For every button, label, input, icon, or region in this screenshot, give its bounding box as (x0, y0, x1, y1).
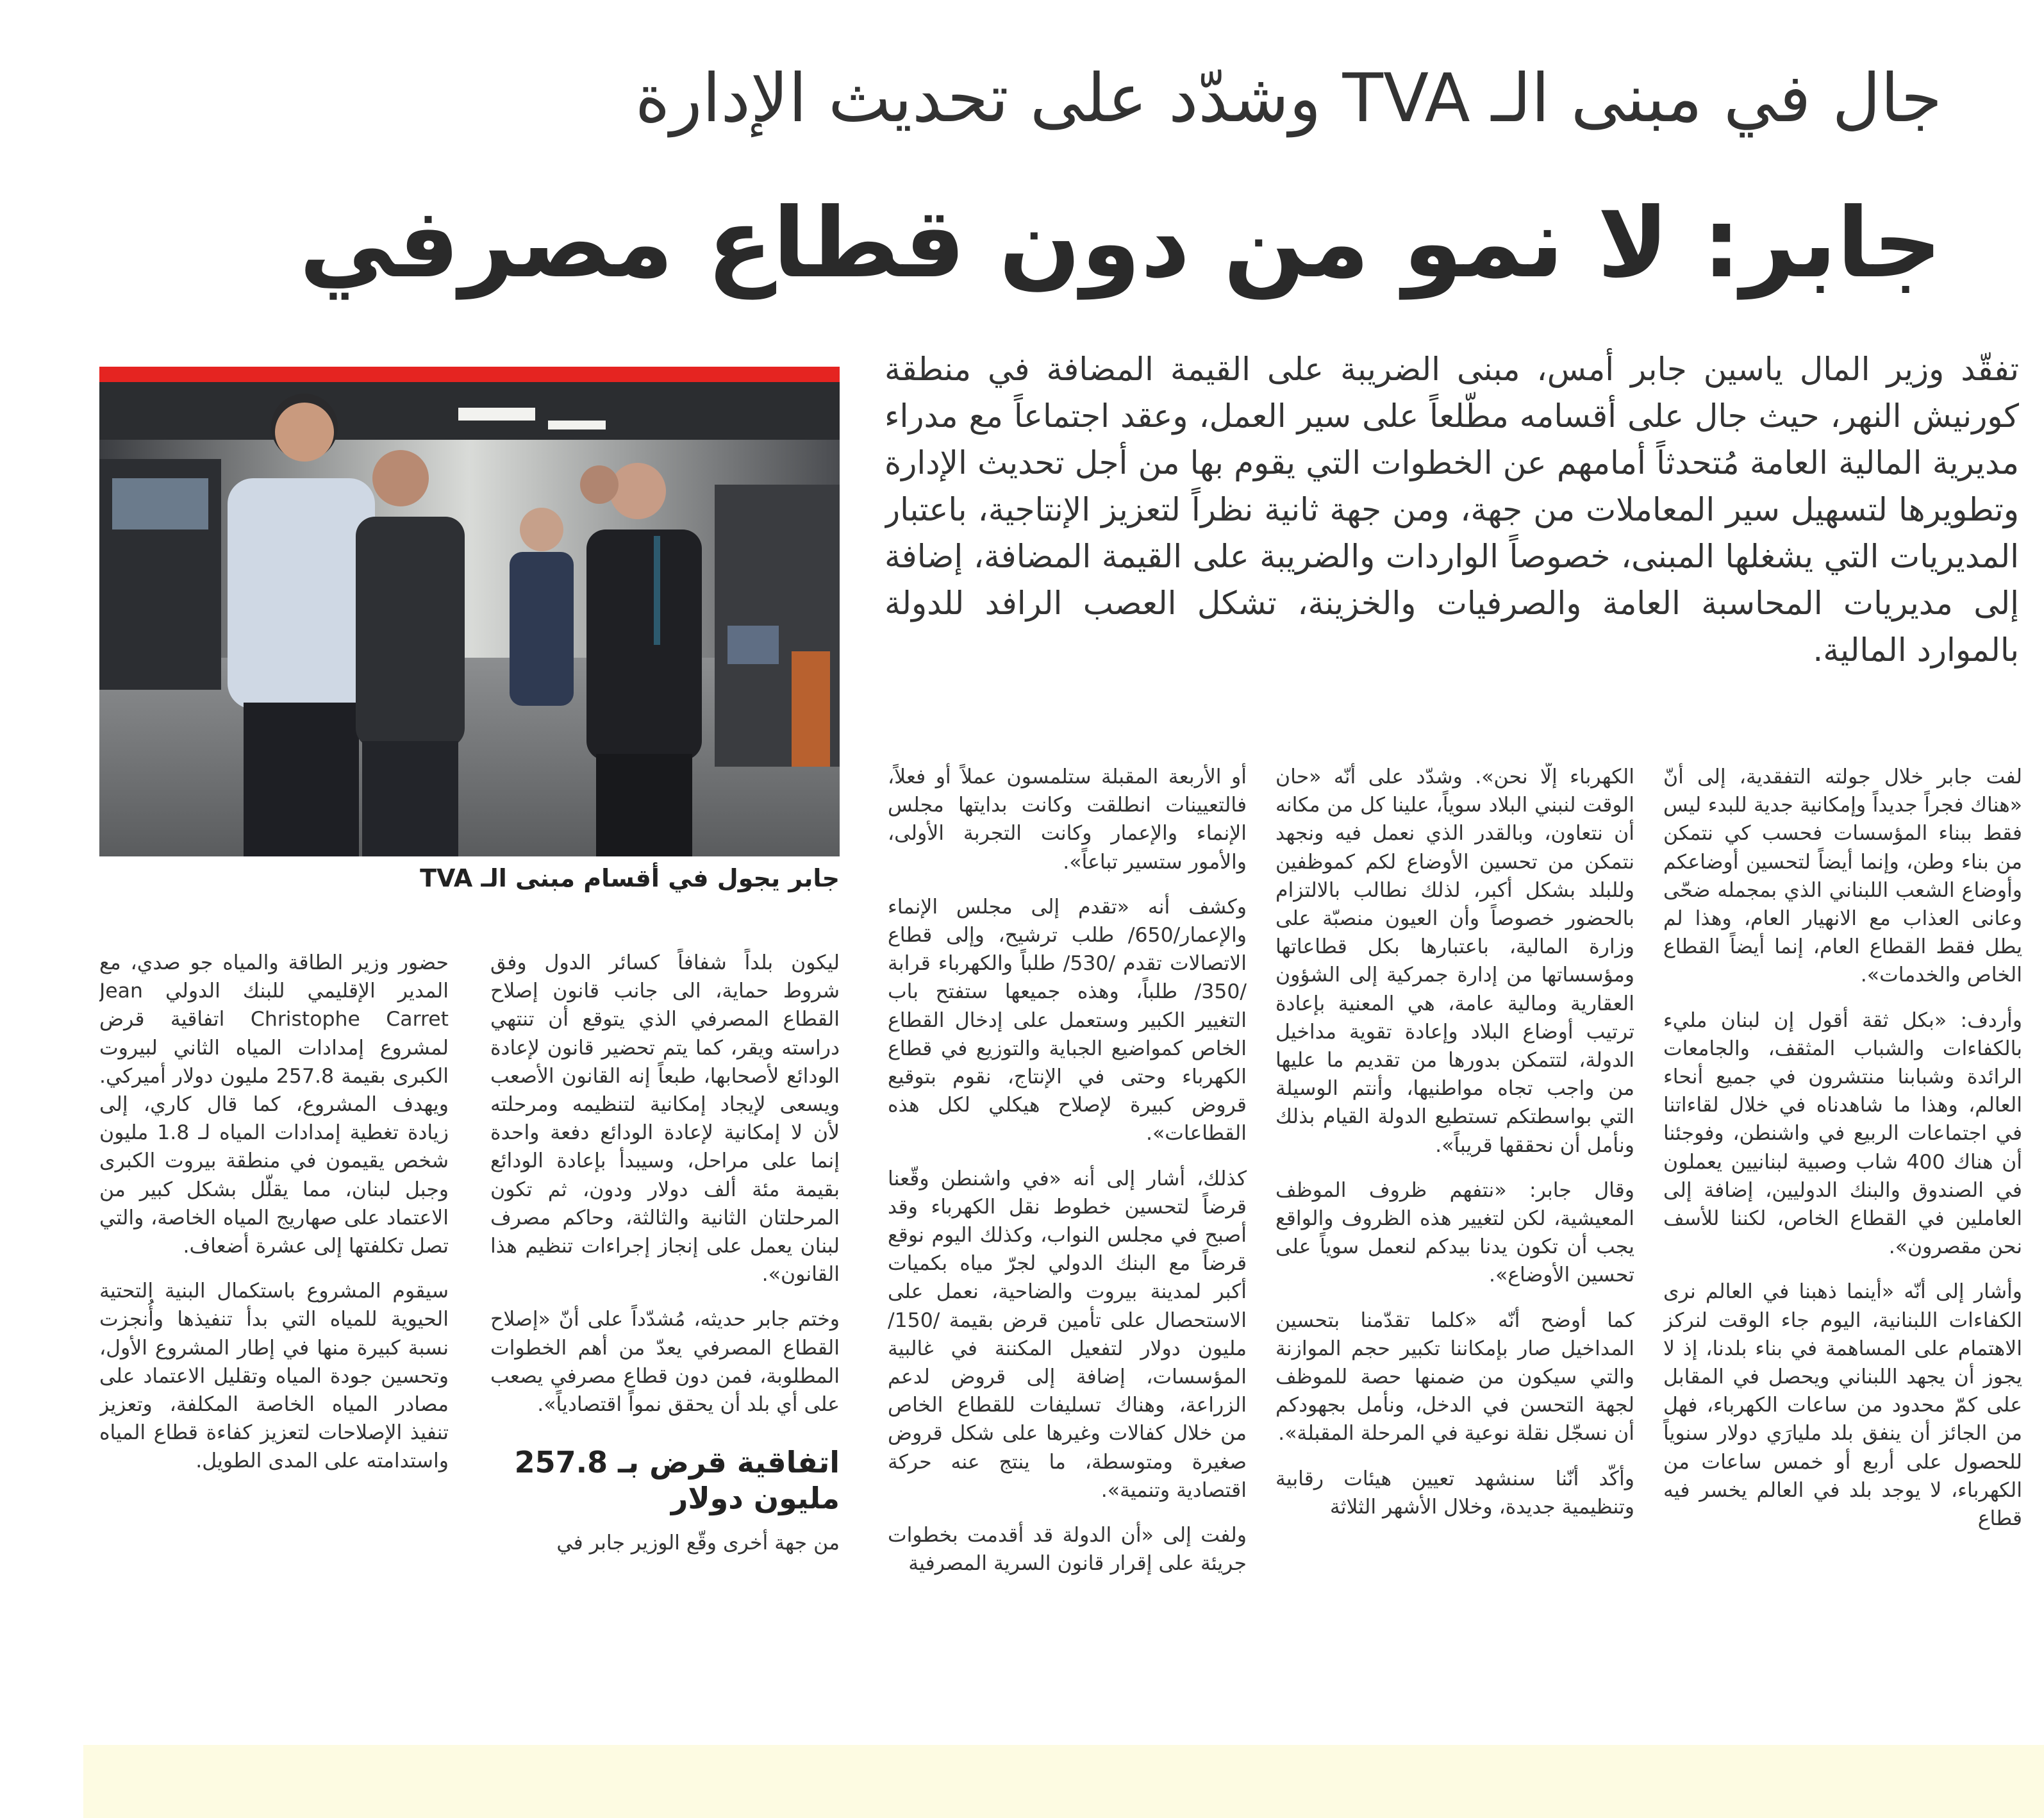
article-headline: جابر: لا نمو من دون قطاع مصرفي (299, 188, 1942, 299)
photo-caption: جابر يجول في أقسام مبنى الـ TVA (420, 864, 840, 892)
article-column-3 (888, 763, 1247, 1705)
paragraph: وأردف: «بكل ثقة أقول إن لبنان مليء بالكفاءات والشباب المثقف، والجامعات الرائدة وشبابنا منتشرون في جميع أنحاء العالم، وهذا ما شاهدناه في خلال لقاءاتنا في اجتماعات الربيع في واشنطن، وفوجئنا أن هناك 400 شاب وصبية لبنانيين يعملون في الصندوق والبنك الدوليين، إضافة إلى العاملين في القطاع الخاص، لكننا للأسف نحن مقصرون». (1663, 1008, 2022, 1259)
article-column-4 (490, 949, 840, 1705)
paragraph: وختم جابر حديثه، مُشدّداً على أنّ «إصلاح القطاع المصرفي يعدّ من أهم الخطوات المطلوبة، فمن دون قطاع مصرفي يصعب على أي بلد أن يحقق نمواً اقتصادياً». (490, 1308, 840, 1417)
paragraph: وقال جابر: «نتفهم ظروف الموظف المعيشية، لكن لتغيير هذه الظروف والواقع يجب أن تكون يدنا بيدكم لنعمل سوياً على تحسين الأوضاع». (1275, 1178, 1634, 1287)
article-lead: تفقّد وزير المال ياسين جابر أمس، مبنى الضريبة على القيمة المضافة في منطقة كورنيش النهر، حيث جال على أقسامه مطّلعاً على سير العمل، وعقد اجتماعاً مع مدراء مديرية المالية العامة مُتحدثاً أمامهم عن الخطوات التي يقوم بها من أجل تحديث الإدارة وتطويرها لتسهيل سير المعاملات من جهة، ومن جهة ثانية نظراً لتعزيز الإنتاجية، باعتبار المديريات التي يشغلها المبنى، خصوصاً الواردات والضريبة على القيمة المضافة، إضافة إلى مديريات المحاسبة العامة والصرفيات والخزينة، تشكل العصب الرافد للدولة بالموارد المالية. (885, 351, 2019, 669)
paragraph: لفت جابر خلال جولته التفقدية، إلى أنّ «هناك فجراً جديداً وإمكانية جدية للبدء ليس فقط ببناء المؤسسات فحسب كي نتمكن من بناء وطن، وإنما أيضاً لتحسين أوضاعكم وأوضاع الشعب اللبناني الذي بمجمله ضحّى وعانى العذاب مع الانهيار العام، وهذا لم يطل فقط القطاع العام، إنما أيضاً القطاع الخاص والخدمات». (1663, 765, 2022, 987)
paragraph: ولفت إلى «أن الدولة قد أقدمت بخطوات جريئة على إقرار قانون السرية المصرفية (888, 1524, 1247, 1576)
photo-accent-bar (99, 367, 840, 382)
paragraph: أو الأربعة المقبلة ستلمسون عملاً أو فعلاً، فالتعيينات انطلقت وكانت بدايتها مجلس الإنماء والإعمار وكانت التجربة الأولى، والأمور ستسير تباعاً». (888, 765, 1247, 874)
paragraph: كما أوضح أنّه «كلما تقدّمنا بتحسين المداخيل صار بإمكاننا تكبير حجم الموازنة والتي سيكون من ضمنها حصة للموظف لجهة التحسن في الدخل، ونأمل بجهودكم أن نسجّل نقلة نوعية في المرحلة المقبلة». (1275, 1308, 1634, 1446)
article-column-1 (1663, 763, 2022, 1705)
subheading: اتفاقية قرض بـ 257.8 مليون دولار (514, 1445, 840, 1516)
article-photo (99, 382, 840, 856)
paragraph: وأشار إلى أنّه «أينما ذهبنا في العالم نرى الكفاءات اللبنانية، اليوم جاء الوقت لنركز الاهتمام على المساهمة في بناء بلدنا، إذ لا يجوز أن يجهد اللبناني ويحصل في المقابل على كمّ محدود من ساعات الكهرباء، فهل من الجائز أن ينفق بلد مليارَي دولار سنوياً للحصول على أربع أو خمس ساعات من الكهرباء، لا يوجد بلد في العالم يخسر فيه قطاع (1663, 1280, 2022, 1531)
article-kicker: جال في مبنى الـ TVA وشدّد على تحديث الإدارة (635, 59, 1942, 137)
paragraph: وأكّد أنّنا سنشهد تعيين هيئات رقابية وتنظيمية جديدة، وخلال الأشهر الثلاثة (1275, 1467, 1634, 1519)
article-column-2 (1275, 763, 1634, 1705)
paragraph: حضور وزير الطاقة والمياه جو صدي، مع المدير الإقليمي للبنك الدولي Jean Christophe Carret اتفاقية قرض لمشروع إمدادات المياه الثاني لبيروت الكبرى بقيمة 257.8 مليون دولار أميركي. ويهدف المشروع، كما قال كاري، إلى زيادة تغطية إمدادات المياه لـ 1.8 مليون شخص يقيمون في منطقة بيروت الكبرى وجبل لبنان، مما يقلّل بشكل كبير من الاعتماد على صهاريج المياه الخاصة، والتي تصل تكلفتها إلى عشرة أضعاف. (99, 951, 449, 1258)
footer-band (83, 1745, 2044, 1818)
paragraph: وكشف أنه «تقدم إلى مجلس الإنماء والإعمار/650/ طلب ترشيح، وإلى قطاع الاتصالات تقدم /530/ طلباً والكهرباء قرابة /350/ طلباً، وهذه جميعها ستفتح باب التغيير الكبير وستعمل على إدخال القطاع الخاص كمواضيع الجباية والتوزيع في قطاع الكهرباء وحتى في الإنتاج، نقوم بتوقيع قروض كبيرة لإصلاح هيكلي لكل هذه القطاعات». (888, 895, 1247, 1146)
paragraph: من جهة أخرى وقّع الوزير جابر في (556, 1531, 840, 1555)
paragraph: ليكون بلداً شفافاً كسائر الدول وفق شروط حماية، الى جانب قانون إصلاح القطاع المصرفي الذي يتوقع أن تنتهي دراسته ويقر، كما يتم تحضير قانون لإعادة الودائع لأصحابها، طبعاً إنه القانون الأصعب ويسعى لإيجاد إمكانية لتنظيمه ومرحلته لأن لا إمكانية لإعادة الودائع دفعة واحدة إنما على مراحل، وسيبدأ بإعادة الودائع بقيمة مئة ألف دولار ودون، ثم تكون المرحلتان الثانية والثالثة، وحاكم مصرف لبنان يعمل على إنجاز إجراءات تنظيم هذا القانون». (490, 951, 840, 1287)
paragraph: سيقوم المشروع باستكمال البنية التحتية الحيوية للمياه التي بدأ تنفيذها وأُنجزت نسبة كبيرة منها في إطار المشروع الأول، وتحسين جودة المياه وتقليل الاعتماد على مصادر المياه الخاصة المكلفة، وتعزيز تنفيذ الإصلاحات لتعزيز كفاءة قطاع المياه واستدامته على المدى الطويل. (99, 1280, 449, 1473)
article-column-5 (99, 949, 449, 1705)
paragraph: كذلك، أشار إلى أنه «في واشنطن وقّعنا قرضاً لتحسين خطوط نقل الكهرباء وقد أصبح في مجلس النواب، وكذلك اليوم نوقع قرضاً مع البنك الدولي لجرّ مياه بكميات أكبر لمدينة بيروت والضاحية، نعمل على الاستحصال على تأمين قرض بقيمة /150/ مليون دولار لتفعيل المكننة في غالبية المؤسسات، إضافة إلى قروض لدعم الزراعة، وهناك تسليفات للقطاع الخاص من خلال كفالات وغيرها على شكل قروض صغيرة ومتوسطة، ما ينتج عنه حركة اقتصادية وتنمية». (888, 1167, 1247, 1502)
paragraph: الكهرباء إلّا نحن». وشدّد على أنّه «حان الوقت لنبني البلاد سوياً، علينا كل من مكانه أن نتعاون، وبالقدر الذي نعمل فيه ونجهد نتمكن من تحسين الأوضاع لكم كموظفين وللبلد بشكل أكبر، لذلك نطالب بالالتزام بالحضور خصوصاً وأن العيون منصبّة على وزارة المالية، باعتبارها بكل قطاعاتها ومؤسساتها من إدارة جمركية إلى الشؤون العقارية ومالية عامة، هي المعنية بإعادة ترتيب أوضاع البلاد وإعادة تقوية مداخيل الدولة، لتتمكن بدورها من تقديم ما عليها من واجب تجاه مواطنيها، وأنتم الوسيلة التي بواسطتكم تستطيع الدولة القيام بذلك ونأمل أن نحققها قريباً». (1275, 765, 1634, 1157)
